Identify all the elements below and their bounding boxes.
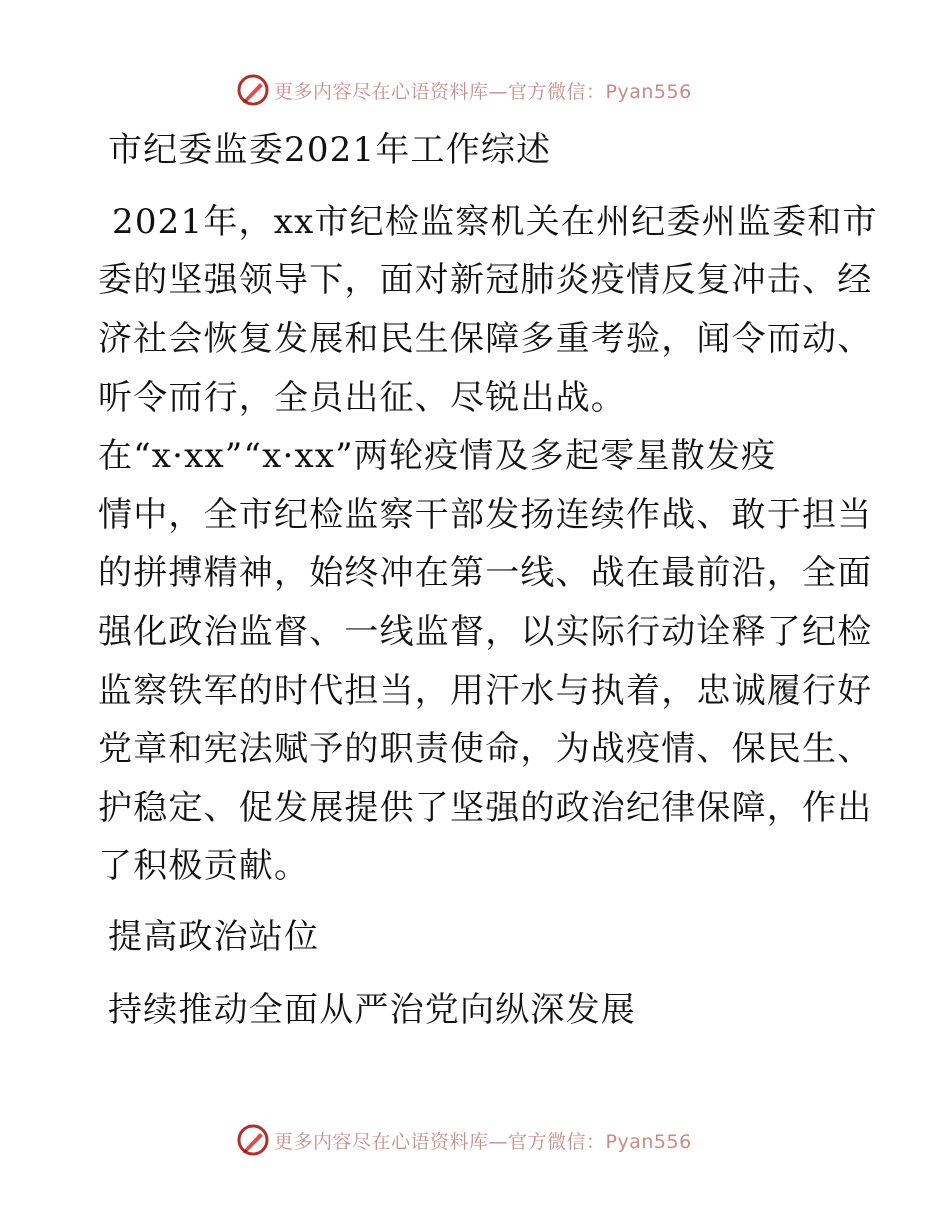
document-title: 市纪委监委2021年工作综述 xyxy=(108,130,552,170)
paragraph-1-line-2: 委的坚强领导下，面对新冠肺炎疫情反复冲击、经 xyxy=(98,260,873,300)
paragraph-2-line-7: 护稳定、促发展提供了坚强的政治纪律保障，作出 xyxy=(98,788,873,828)
paragraph-2-line-1: 在“x·xx”“x·xx”两轮疫情及多起零星散发疫 xyxy=(98,436,777,476)
pen-logo-icon xyxy=(236,73,270,107)
watermark-text: 更多内容尽在心语资料库—官方微信：Pyan556 xyxy=(274,80,692,103)
watermark-text: 更多内容尽在心语资料库—官方微信：Pyan556 xyxy=(274,1130,692,1153)
paragraph-2-line-3: 的拼搏精神，始终冲在第一线、战在最前沿，全面 xyxy=(98,553,873,593)
paragraph-2-line-6: 党章和宪法赋予的职责使命，为战疫情、保民生、 xyxy=(98,729,873,769)
section-heading-2: 持续推动全面从严治党向纵深发展 xyxy=(108,990,636,1030)
paragraph-1-line-1: 2021年，xx市纪检监察机关在州纪委州监委和市 xyxy=(112,202,878,242)
pen-logo-icon xyxy=(236,1123,270,1157)
header-watermark xyxy=(236,72,692,108)
section-heading-1: 提高政治站位 xyxy=(108,917,320,957)
paragraph-2-line-4: 强化政治监督、一线监督，以实际行动诠释了纪检 xyxy=(98,612,873,652)
paragraph-2-line-2: 情中，全市纪检监察干部发扬连续作战、敢于担当 xyxy=(98,495,873,535)
paragraph-2-line-5: 监察铁军的时代担当，用汗水与执着，忠诚履行好 xyxy=(98,671,873,711)
paragraph-2-line-8: 了积极贡献。 xyxy=(98,846,310,886)
paragraph-1-line-4: 听令而行，全员出征、尽锐出战。 xyxy=(98,378,626,418)
footer-watermark xyxy=(236,1122,692,1158)
paragraph-1-line-3: 济社会恢复发展和民生保障多重考验，闻令而动、 xyxy=(98,319,873,359)
